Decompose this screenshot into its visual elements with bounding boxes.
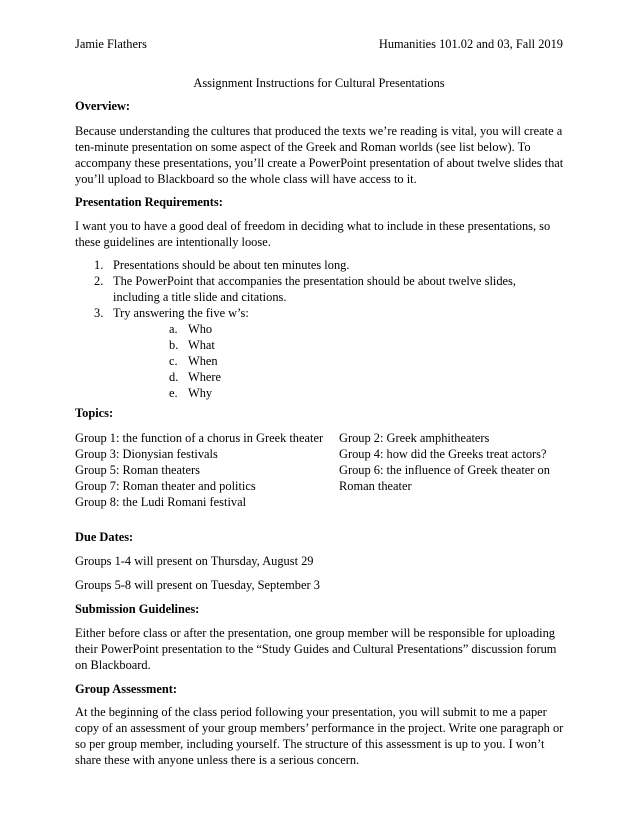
list-number: 3. — [94, 306, 104, 320]
overview-text: Because understanding the cultures that produced the texts we’re reading is vital, you will create a ten-minute presentation on some aspect of the Greek and Roman worlds (see list below). To accompany these presentations, you’ll create a PowerPoint presentation of about twelve slides that you’ll upload to Blackboard so the whole class will have access to it. — [75, 124, 564, 186]
topic-item: Group 3: Dionysian festivals — [75, 447, 218, 461]
topics-heading: Topics: — [75, 406, 114, 420]
due-dates-heading: Due Dates: — [75, 530, 134, 544]
submission-text: Either before class or after the presentation, one group member will be responsible for uploading their PowerPoint presentation to the “Study Guides and Cultural Presentations” discussion forum on Blackboard. — [75, 626, 557, 672]
sub-list-letter: d. — [169, 370, 179, 384]
document-title: Assignment Instructions for Cultural Presentations — [193, 76, 445, 90]
assessment-text: At the beginning of the class period following your presentation, you will submit to me a paper copy of an assessment of your group members’ performance in the project. Write one paragraph or so per group member, including yourself. The structure of this assessment is up to you. I won’t share these with anyone unless there is a serious concern. — [75, 705, 564, 767]
topic-item: Group 4: how did the Greeks treat actors? — [339, 447, 547, 461]
list-item — [75, 305, 545, 401]
topic-item: Group 2: Greek amphitheaters — [339, 431, 490, 445]
due-date-line: Groups 1-4 will present on Thursday, August 29 — [75, 554, 314, 568]
sub-list-text: Who — [188, 322, 213, 336]
sub-list-letter: e. — [169, 386, 178, 400]
sub-list-item — [113, 321, 545, 337]
page-header — [75, 36, 563, 52]
sub-list-item — [113, 337, 545, 353]
requirements-list — [75, 257, 545, 401]
sub-list-letter: a. — [169, 322, 178, 336]
requirements-heading: Presentation Requirements: — [75, 195, 223, 209]
sub-list-text: Why — [188, 386, 213, 400]
topic-item: Group 7: Roman theater and politics — [75, 479, 256, 493]
list-number: 1. — [94, 258, 104, 272]
five-ws-list — [113, 321, 545, 401]
topic-item: Group 5: Roman theaters — [75, 463, 200, 477]
sub-list-letter: c. — [169, 354, 178, 368]
sub-list-letter: b. — [169, 338, 179, 352]
topic-item: Group 6: the influence of Greek theater on Roman theater — [339, 463, 550, 493]
topics-left-column — [75, 430, 337, 510]
course-name: Humanities 101.02 and 03, Fall 2019 — [378, 37, 563, 51]
list-item — [75, 273, 545, 305]
sub-list-item — [113, 385, 545, 401]
topic-item: Group 1: the function of a chorus in Greek theater — [75, 431, 324, 445]
due-date-line: Groups 5-8 will present on Tuesday, September 3 — [75, 578, 320, 592]
topic-item: Group 8: the Ludi Romani festival — [75, 495, 247, 509]
list-item-text: Presentations should be about ten minutes long. — [113, 258, 350, 272]
sub-list-item — [113, 369, 545, 385]
sub-list-text: Where — [188, 370, 222, 384]
submission-heading: Submission Guidelines: — [75, 602, 200, 616]
list-number: 2. — [94, 274, 104, 288]
sub-list-text: What — [188, 338, 215, 352]
sub-list-item — [113, 353, 545, 369]
topics-right-column — [339, 430, 565, 494]
author-name: Jamie Flathers — [75, 37, 147, 51]
sub-list-text: When — [188, 354, 218, 368]
requirements-intro: I want you to have a good deal of freedom in deciding what to include in these presentations, so these guidelines are intentionally loose. — [75, 219, 551, 249]
list-item — [75, 257, 545, 273]
list-item-text: Try answering the five w’s: — [113, 306, 249, 320]
list-item-text: The PowerPoint that accompanies the presentation should be about twelve slides, including a title slide and citations. — [113, 274, 516, 304]
assessment-heading: Group Assessment: — [75, 682, 178, 696]
overview-heading: Overview: — [75, 99, 131, 113]
